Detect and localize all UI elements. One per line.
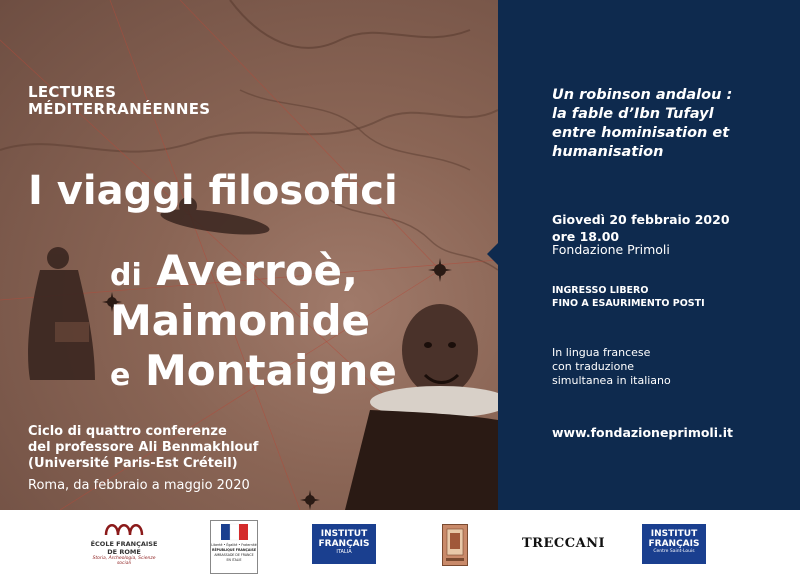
institut-saint-louis: Centre Saint-Louis [653, 549, 695, 554]
city-dates: Roma, da febbraio a maggio 2020 [28, 478, 250, 493]
title-prefix-e: e [110, 358, 131, 393]
language-line: con traduzione [552, 360, 635, 373]
institut-francais-saint-louis-logo [642, 524, 706, 564]
cycle-line: (Université Paris-Est Créteil) [28, 456, 238, 471]
efr-logo [88, 518, 160, 576]
event-date [552, 211, 730, 245]
efr-tagline: Storia, Archeologia, Scienze sociali [92, 556, 156, 566]
entry-line: FINO A ESAURIMENTO POSTI [552, 298, 705, 309]
efr-arches-icon [104, 518, 144, 536]
institut-line: FRANÇAIS [648, 539, 700, 549]
event-venue: Fondazione Primoli [552, 242, 670, 257]
language-line: simultanea in italiano [552, 374, 671, 387]
embassy-logo [210, 520, 258, 574]
partner-logos-strip [0, 510, 800, 584]
language-line: In lingua francese [552, 346, 651, 359]
title-line-2 [110, 246, 358, 295]
title-line-3: Maimonide [110, 296, 370, 345]
subtitle-line: humanisation [552, 144, 664, 160]
title-prefix-di: di [110, 258, 142, 293]
time-line: ore 18.00 [552, 229, 620, 244]
embassy-name: AMBASSADE DE FRANCE [214, 553, 254, 557]
cycle-line: Ciclo di quattro conferenze [28, 424, 227, 439]
marianne-flag-icon [211, 521, 257, 543]
embassy-motto: Liberté • Égalité • Fraternité [211, 543, 257, 547]
panel-notch [487, 243, 498, 265]
monk-illustration [28, 247, 95, 380]
subtitle-line: entre hominisation et [552, 125, 730, 141]
title-averroe: Averroè, [156, 246, 358, 295]
institut-italia: ITALIA [336, 549, 352, 555]
subtitle-line: la fable d’Ibn Tufayl [552, 106, 714, 122]
institut-line: FRANÇAIS [318, 539, 370, 549]
date-line: Giovedì 20 febbraio 2020 [552, 212, 730, 227]
series-line: LECTURES [28, 83, 117, 101]
subtitle-line: Un robinson andalou : [552, 87, 733, 103]
language-info [552, 346, 671, 388]
efr-name-2: DE ROME [107, 548, 141, 556]
series-title [28, 84, 210, 118]
treccani-wordmark: TRECCANI [522, 536, 606, 551]
treccani-logo [522, 536, 612, 554]
compass-rose-icon [300, 490, 320, 510]
series-line: MÉDITERRANÉENNES [28, 100, 211, 118]
institut-line: INSTITUT [320, 529, 368, 539]
cycle-line: del professore Ali Benmakhlouf [28, 440, 259, 455]
primoli-emblem-icon [443, 525, 467, 565]
title-montaigne: Montaigne [144, 346, 397, 395]
title-line-4 [110, 346, 397, 395]
institut-line: INSTITUT [650, 529, 698, 539]
embassy-republic: RÉPUBLIQUE FRANÇAISE [211, 548, 257, 552]
lecture-subtitle [552, 86, 732, 162]
fondazione-primoli-logo [442, 524, 468, 566]
title-line-1: I viaggi filosofici [28, 168, 398, 214]
cycle-description [28, 424, 258, 472]
website-link[interactable]: www.fondazioneprimoli.it [552, 425, 734, 440]
entry-info [552, 284, 705, 310]
efr-name: ÉCOLE FRANÇAISE [90, 540, 158, 548]
entry-line: INGRESSO LIBERO [552, 285, 649, 296]
embassy-country: EN ITALIE [226, 558, 242, 562]
institut-francais-italia-logo [312, 524, 376, 564]
